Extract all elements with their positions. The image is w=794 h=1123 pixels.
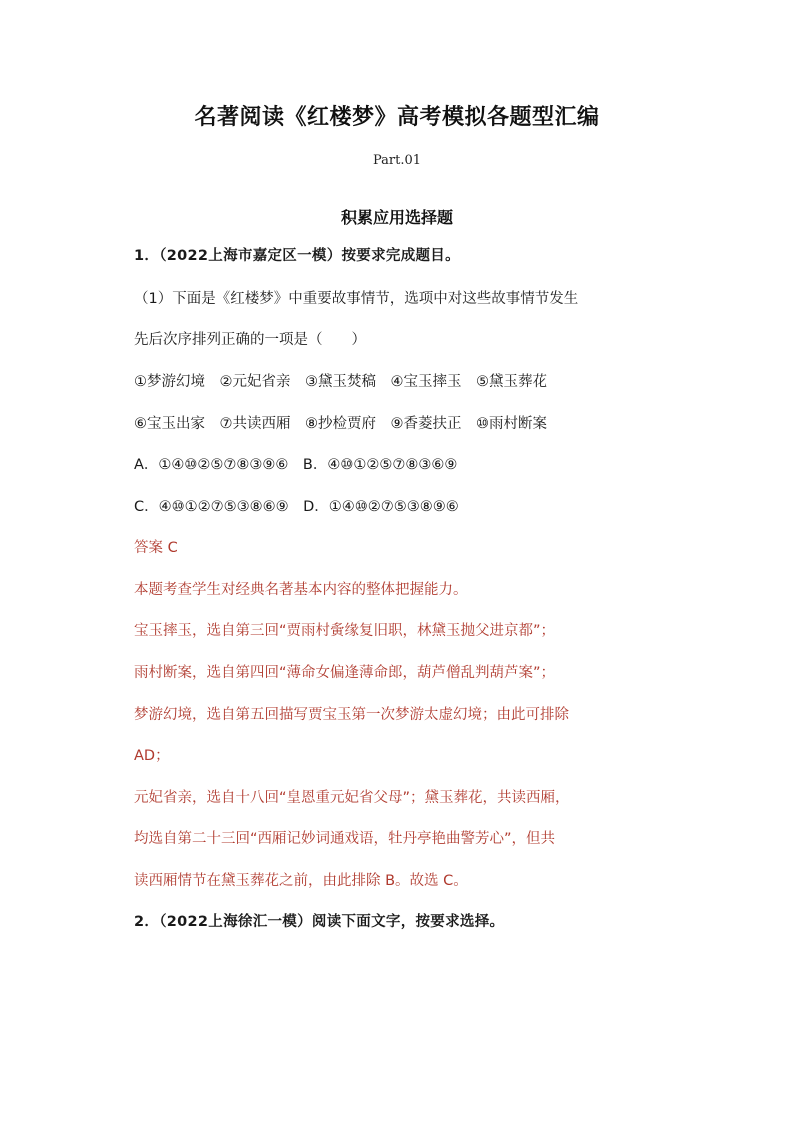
options-row-ab: A．①④⑩②⑤⑦⑧③⑨⑥ B．④⑩①②⑤⑦⑧③⑥⑨ (134, 457, 458, 473)
answer-label: 答案 C (134, 540, 178, 556)
story-items-row-2: ⑥宝玉出家 ⑦共读西厢 ⑧抄检贾府 ⑨香菱扶正 ⑩雨村断案 (134, 416, 547, 432)
document-title: 名著阅读《红楼梦》高考模拟各题型汇编 (194, 105, 600, 130)
question-1-stem-line-1: （1）下面是《红楼梦》中重要故事情节，选项中对这些故事情节发生 (134, 291, 579, 307)
section-heading: 积累应用选择题 (340, 208, 453, 227)
explanation-line: 宝玉摔玉，选自第三回“贾雨村夤缘复旧职，林黛玉抛父进京都”； (134, 623, 556, 639)
explanation-line: 雨村断案，选自第四回“薄命女偏逢薄命郎，葫芦僧乱判葫芦案”； (134, 665, 556, 681)
options-row-cd: C．④⑩①②⑦⑤③⑧⑥⑨ D．①④⑩②⑦⑤③⑧⑨⑥ (134, 499, 459, 515)
question-1-stem-line-2: 先后次序排列正确的一项是（ ） (134, 332, 366, 348)
question-2-heading: 2．（2022上海徐汇一模）阅读下面文字，按要求选择。 (134, 914, 505, 930)
explanation-line: 梦游幻境，选自第五回描写贾宝玉第一次梦游太虚幻境；由此可排除 (134, 707, 569, 723)
explanation-line: 均选自第二十三回“西厢记妙词通戏语，牡丹亭艳曲警芳心”，但共 (134, 831, 556, 847)
story-items-row-1: ①梦游幻境 ②元妃省亲 ③黛玉焚稿 ④宝玉摔玉 ⑤黛玉葬花 (134, 374, 547, 390)
explanation-line: 读西厢情节在黛玉葬花之前，由此排除 B。故选 C。 (134, 873, 468, 889)
question-1-heading: 1．（2022上海市嘉定区一模）按要求完成题目。 (134, 248, 460, 264)
part-label: Part.01 (372, 153, 422, 168)
explanation-line: 元妃省亲，选自十八回“皇恩重元妃省父母”；黛玉葬花，共读西厢， (134, 790, 570, 806)
explanation-line: 本题考查学生对经典名著基本内容的整体把握能力。 (134, 582, 468, 598)
explanation-line: AD； (134, 748, 170, 764)
